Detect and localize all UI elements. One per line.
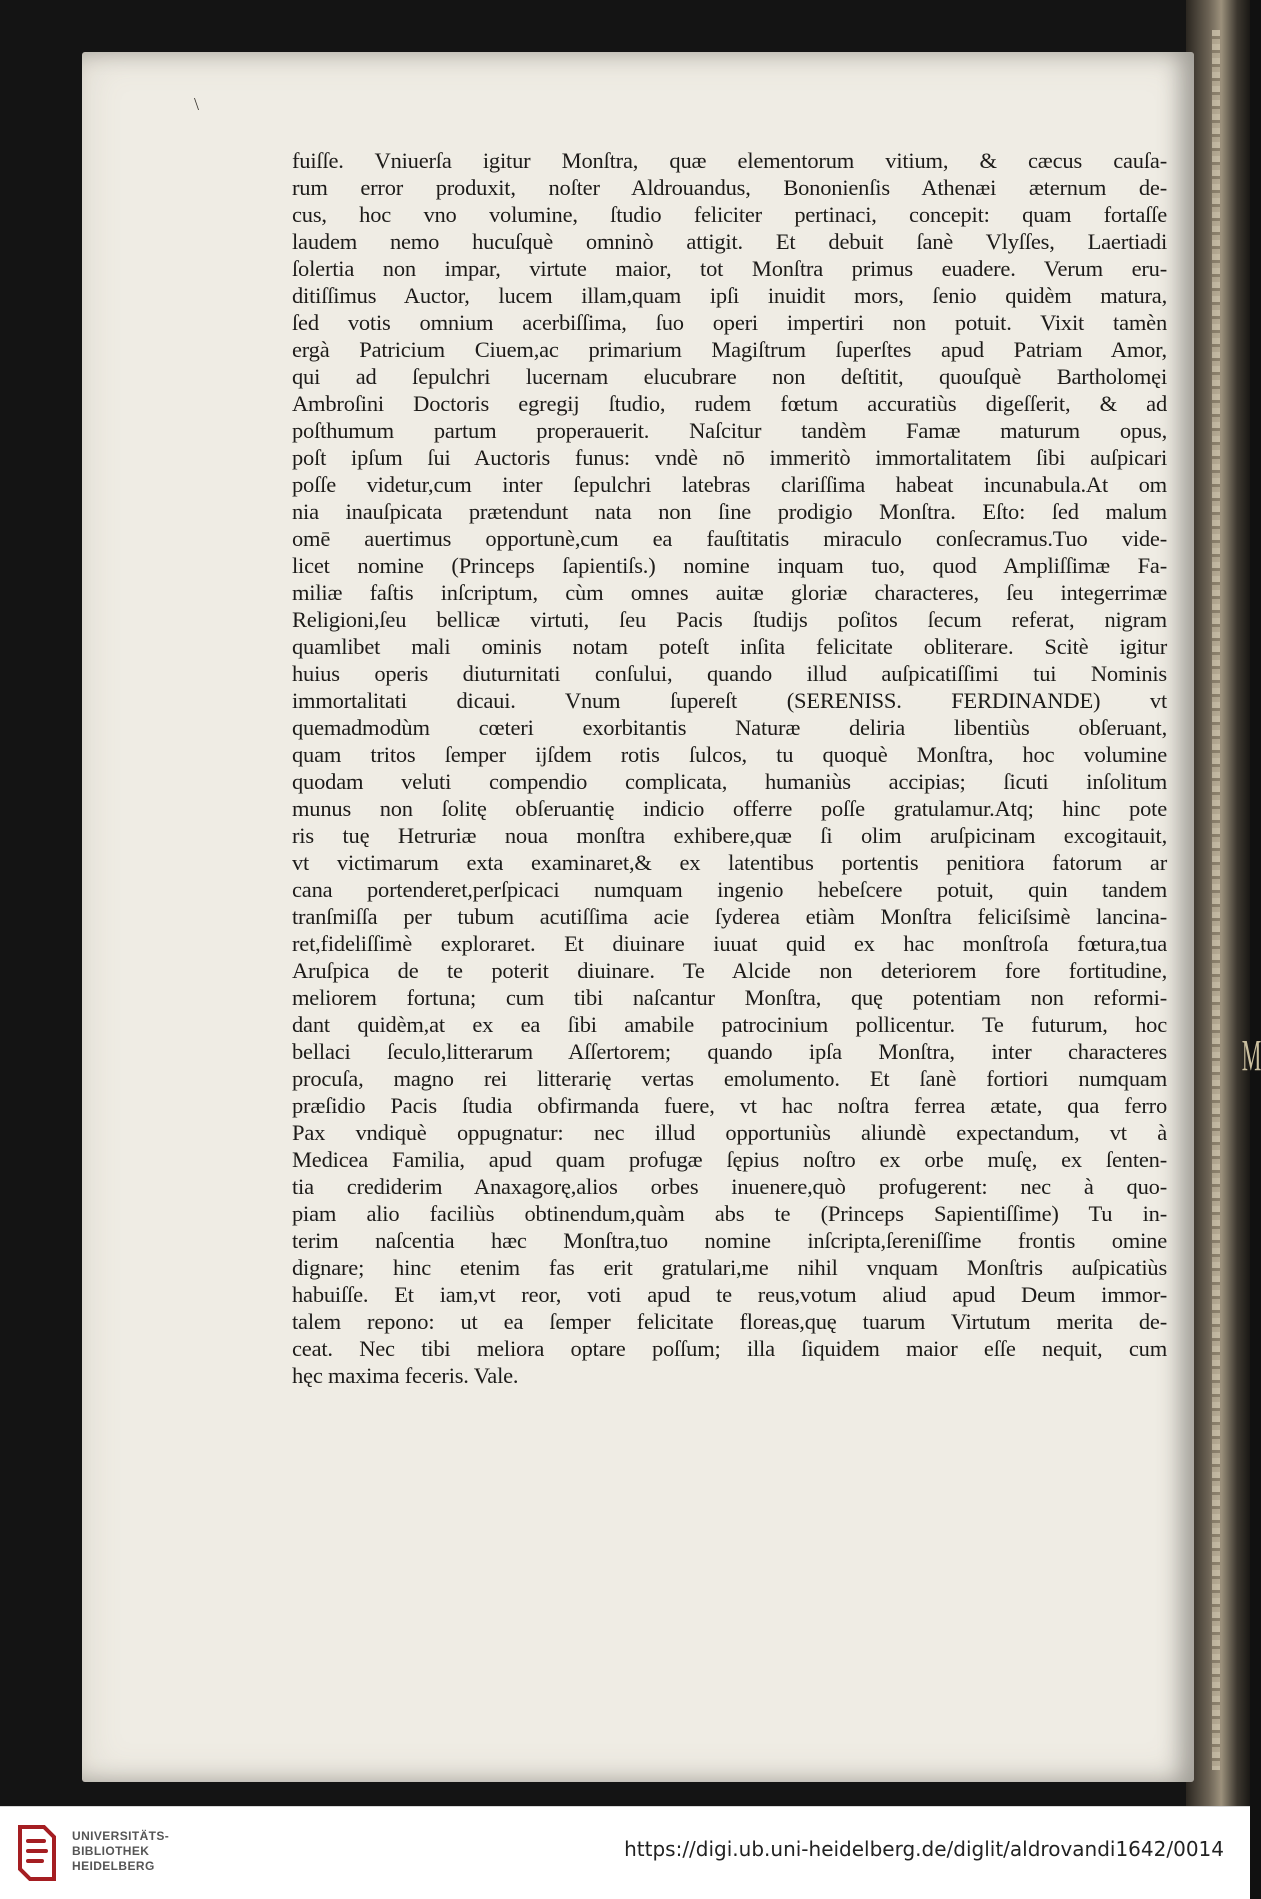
text-line: tranſmiſſa per tubum acutiſſima acie ſyderea etiàm Monſtra feliciſsimè lancina- bbox=[292, 904, 1167, 929]
margin-mark: \ bbox=[194, 94, 200, 114]
text-line: poſt ipſum ſui Auctoris funus: vndè nō immeritò immortalitatem ſibi auſpicari bbox=[292, 445, 1167, 470]
text-line: immortalitati dicaui. Vnum ſupereſt (SERENISS. FERDINANDE) vt bbox=[292, 688, 1167, 713]
text-line: ſed votis omnium acerbiſſima, ſuo operi impertiri non potuit. Vixit tamèn bbox=[292, 310, 1167, 335]
library-name-line: HEIDELBERG bbox=[72, 1859, 155, 1873]
text-line: Ambroſini Doctoris egregij ſtudio, rudem fœtum accuratiùs digeſſerit, & ad bbox=[292, 391, 1167, 416]
text-line: habuiſſe. Et iam,vt reor, voti apud te reus,votum aliud apud Deum immor- bbox=[292, 1282, 1167, 1307]
text-line: dant quidèm,at ex ea ſibi amabile patrocinium pollicentur. Te futurum, hoc bbox=[292, 1012, 1167, 1037]
text-line: ris tuę Hetruriæ noua monſtra exhibere,quæ ſi olim aruſpicinam excogitauit, bbox=[292, 823, 1167, 848]
text-line: quam tritos ſemper ijſdem rotis ſulcos, tu quoquè Monſtra, hoc volumine bbox=[292, 742, 1167, 767]
text-line: quodam veluti compendio complicata, humaniùs accipias; ſicuti inſolitum bbox=[292, 769, 1167, 794]
text-line: omē auertimus opportunè,cum ea fauſtitatis miraculo conſecramus.Tuo vide- bbox=[292, 526, 1167, 551]
text-line: bellaci ſeculo,litterarum Aſſertorem; quando ipſa Monſtra, inter characteres bbox=[292, 1039, 1167, 1064]
library-logo-icon bbox=[14, 1821, 60, 1885]
text-line: Medicea Familia, apud quam profugæ ſępius noſtro ex orbe muſę, ex ſenten- bbox=[292, 1147, 1167, 1172]
text-line: nia inauſpicata prætendunt nata non ſine prodigio Monſtra. Eſto: ſed malum bbox=[292, 499, 1167, 524]
text-line: cana portenderet,perſpicaci numquam ingenio hebeſcere potuit, quin tandem bbox=[292, 877, 1167, 902]
text-line: terim naſcentia hæc Monſtra,tuo nomine inſcripta,ſereniſſime frontis omine bbox=[292, 1228, 1167, 1253]
library-name-line: BIBLIOTHEK bbox=[72, 1844, 150, 1858]
text-line: præſidio Pacis ſtudia obfirmanda fuere, vt hac noſtra ferrea ætate, qua ferro bbox=[292, 1093, 1167, 1118]
text-line: ret,fideliſſimè exploraret. Et diuinare iuuat quid ex hac monſtroſa fœtura,tua bbox=[292, 931, 1167, 956]
text-line: hęc maxima feceris. Vale. bbox=[292, 1363, 519, 1388]
text-line: licet nomine (Princeps ſapientiſs.) nomine inquam tuo, quod Ampliſſimæ Fa- bbox=[292, 553, 1167, 578]
text-line: cus, hoc vno volumine, ſtudio feliciter pertinaci, concepit: quam fortaſſe bbox=[292, 202, 1167, 227]
permalink-url[interactable]: https://digi.ub.uni-heidelberg.de/diglit/aldrovandi1642/0014 bbox=[624, 1837, 1224, 1861]
text-line: poſſe videtur,cum inter ſepulchri latebras clariſſima habeat incunabula.At om bbox=[292, 472, 1167, 497]
text-line: meliorem fortuna; cum tibi naſcantur Monſtra, quę potentiam non reformi- bbox=[292, 985, 1167, 1010]
text-line: ergà Patricium Ciuem,ac primarium Magiſtrum ſuperſtes apud Patriam Amor, bbox=[292, 337, 1167, 362]
fore-edge-page-stack bbox=[1212, 30, 1220, 1770]
text-line: procuſa, magno rei litterarię vertas emolumento. Et ſanè fortiori numquam bbox=[292, 1066, 1167, 1091]
book-fore-edge bbox=[1186, 0, 1250, 1806]
library-name bbox=[72, 1829, 169, 1874]
text-line: miliæ faſtis inſcriptum, cùm omnes auitæ gloriæ characteres, ſeu integerrimæ bbox=[292, 580, 1167, 605]
text-line: piam alio faciliùs obtinendum,quàm abs te (Princeps Sapientiſſime) Tu in- bbox=[292, 1201, 1167, 1226]
text-line: laudem nemo hucuſquè omninò attigit. Et debuit ſanè Vlyſſes, Laertiadi bbox=[292, 229, 1167, 254]
text-line: quamlibet mali ominis notam poteſt inſita felicitate obliterare. Scitè igitur bbox=[292, 634, 1167, 659]
text-line: fuiſſe. Vniuerſa igitur Monſtra, quæ elementorum vitium, & cæcus cauſa- bbox=[292, 148, 1167, 173]
text-line: talem repono: ut ea ſemper felicitate floreas,quę tuarum Virtutum merita de- bbox=[292, 1309, 1167, 1334]
text-line: tia crediderim Anaxagorę,alios orbes inuenere,quò profugerent: nec à quo- bbox=[292, 1174, 1167, 1199]
footer-bar bbox=[0, 1806, 1250, 1899]
text-line: Religioni,ſeu bellicæ virtuti, ſeu Pacis ſtudijs poſitos ſecum referat, nigram bbox=[292, 607, 1167, 632]
text-line: ditiſſimus Auctor, lucem illam,quam ipſi inuidit mors, ſenio quidèm matura, bbox=[292, 283, 1167, 308]
text-line: rum error produxit, noſter Aldrouandus, Bononienſis Athenæi æternum de- bbox=[292, 175, 1167, 200]
text-line: Pax vndiquè oppugnatur: nec illud opportuniùs aliundè expectandum, vt à bbox=[292, 1120, 1167, 1145]
library-name-line: UNIVERSITÄTS- bbox=[72, 1829, 170, 1843]
text-line: dignare; hinc etenim fas erit gratulari,me nihil vnquam Monſtris auſpicatiùs bbox=[292, 1255, 1167, 1280]
text-line: huius operis diuturnitati conſului, quando illud auſpicatiſſimi tui Nominis bbox=[292, 661, 1167, 686]
text-line: qui ad ſepulchri lucernam elucubrare non deſtitit, quouſquè Bartholomęi bbox=[292, 364, 1167, 389]
text-line: poſthumum partum properauerit. Naſcitur tandèm Famæ maturum opus, bbox=[292, 418, 1167, 443]
text-line: munus non ſolitę obſeruantię indicio offerre poſſe gratulamur.Atq; hinc pote bbox=[292, 796, 1167, 821]
text-line: ſolertia non impar, virtute maior, tot Monſtra primus euadere. Verum eru- bbox=[292, 256, 1167, 281]
text-lines bbox=[292, 147, 1167, 1389]
text-line: ceat. Nec tibi meliora optare poſſum; illa ſiquidem maior eſſe nequit, cum bbox=[292, 1336, 1167, 1361]
adjacent-page-letter: M bbox=[1241, 1031, 1261, 1080]
text-line: Aruſpica de te poterit diuinare. Te Alcide non deteriorem fore fortitudine, bbox=[292, 958, 1167, 983]
text-line: quemadmodùm cœteri exorbitantis Naturæ deliria libentiùs obſeruant, bbox=[292, 715, 1167, 740]
text-line: vt victimarum exta examinaret,& ex latentibus portentis penitiora fatorum ar bbox=[292, 850, 1167, 875]
